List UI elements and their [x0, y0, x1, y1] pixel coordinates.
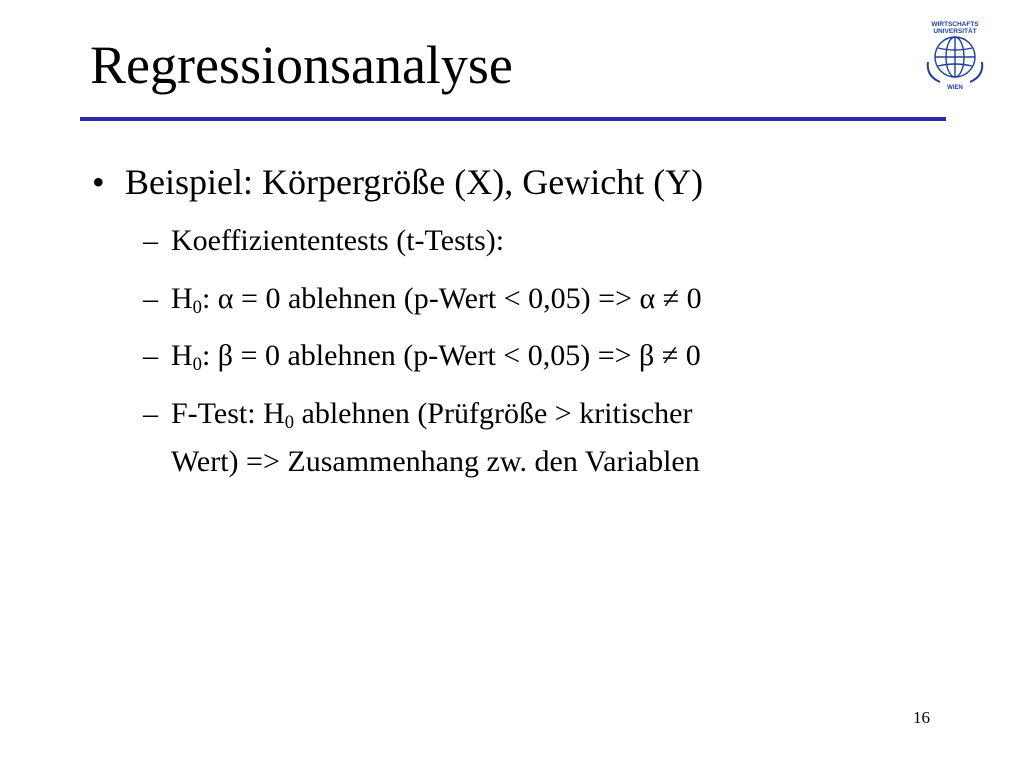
hypothesis-subscript: 0 [284, 412, 295, 434]
sub-bullet-marker: – [143, 282, 158, 315]
logo-text-bottom: WIEN [947, 85, 963, 91]
globe-seal-icon [918, 18, 992, 92]
logo-text-top: WIRTSCHAFTS [931, 21, 979, 28]
sub-bullet-beta-test [171, 337, 701, 379]
sub-bullet-alpha-test [171, 280, 702, 322]
sub-bullet-coefficient-tests: Koeffiziententests (t-Tests): [171, 224, 505, 257]
f-test-text: ablehnen (Prüfgröße > kritischer [294, 397, 693, 430]
hypothesis-symbol: H [171, 339, 193, 372]
title-underline [80, 117, 946, 121]
hypothesis-subscript: 0 [192, 354, 202, 376]
sub-bullet-f-test [171, 395, 692, 437]
bullet-marker: • [92, 162, 105, 202]
beta-test-text: : β = 0 ablehnen (p-Wert < 0,05) => β ≠ 0 [201, 339, 701, 372]
slide-title: Regressionsanalyse [90, 35, 513, 95]
hypothesis-subscript: 0 [192, 297, 202, 319]
alpha-test-text: : α = 0 ablehnen (p-Wert < 0,05) => α ≠ 0 [201, 282, 702, 315]
logo-text-mid: UNIVERSITÄT [933, 28, 977, 35]
bullet-item [92, 160, 105, 204]
sub-bullet-marker: – [143, 339, 158, 372]
f-test-prefix: F-Test: H [171, 397, 285, 430]
sub-bullet-marker: – [143, 397, 158, 430]
university-logo [918, 18, 992, 92]
sub-bullet-marker: – [143, 224, 158, 257]
page-number: 16 [913, 708, 930, 727]
sub-bullet-f-test-continuation: Wert) => Zusammenhang zw. den Variablen [171, 445, 700, 478]
bullet-text-example: Beispiel: Körpergröße (X), Gewicht (Y) [125, 162, 704, 202]
hypothesis-symbol: H [171, 282, 193, 315]
